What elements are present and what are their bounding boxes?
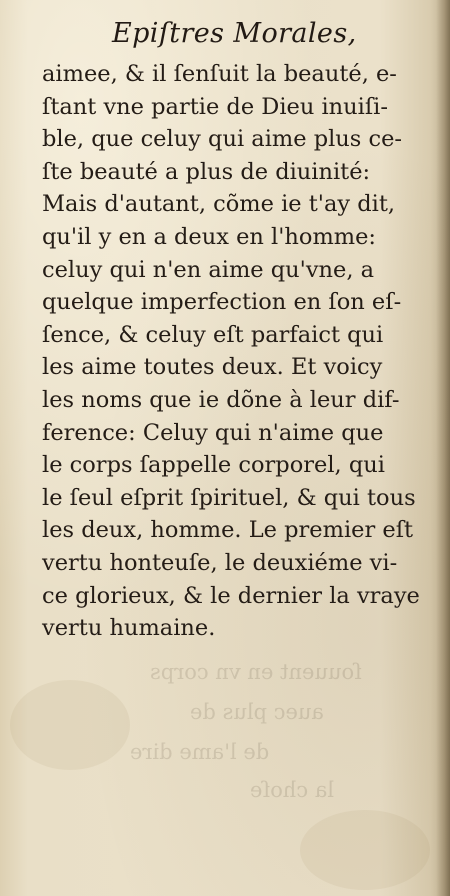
text-line: le corps ſappelle corporel, qui — [42, 452, 385, 479]
page-edge-shadow — [436, 0, 450, 896]
text-line: ſte beauté a plus de diuinité: — [42, 158, 371, 185]
text-line: vertu humaine. — [42, 615, 216, 642]
show-through-text: la choſe — [250, 778, 335, 802]
paper-stain — [10, 680, 130, 770]
text-line: les aime toutes deux. Et voicy — [42, 354, 383, 381]
text-line: quelque imperfection en ſon eſ- — [42, 289, 402, 316]
text-line: ble, que celuy qui aime plus ce- — [42, 126, 403, 153]
show-through-text: ſouuent en vn corps — [150, 660, 362, 684]
text-line: aimee, & il ſenſuit la beauté, e- — [42, 61, 397, 87]
text-line: ference: Celuy qui n'aime que — [42, 419, 384, 446]
show-through-text: auec plus de — [190, 700, 324, 724]
body-text — [42, 58, 422, 645]
text-line: ſence, & celuy eſt parfaict qui — [42, 321, 384, 348]
text-line: les deux, homme. Le premier eſt — [42, 517, 414, 544]
text-line: le ſeul eſprit ſpirituel, & qui tous — [42, 484, 416, 511]
text-line: Mais d'autant, cõme ie t'ay dit, — [42, 191, 396, 218]
text-line: vertu honteuſe, le deuxiéme vi- — [42, 549, 398, 576]
text-line: celuy qui n'en aime qu'vne, a — [42, 256, 375, 283]
show-through-text: de l'ame dire — [130, 740, 270, 764]
running-header: Epiſtres Morales, — [112, 18, 357, 49]
text-line: qu'il y en a deux en l'homme: — [42, 223, 377, 250]
text-line: ce glorieux, & le dernier la vraye — [42, 582, 420, 609]
text-line: les noms que ie dõne à leur dif- — [42, 386, 400, 413]
paper-stain — [300, 810, 430, 890]
text-line: ſtant vne partie de Dieu inuiſi- — [42, 93, 388, 120]
